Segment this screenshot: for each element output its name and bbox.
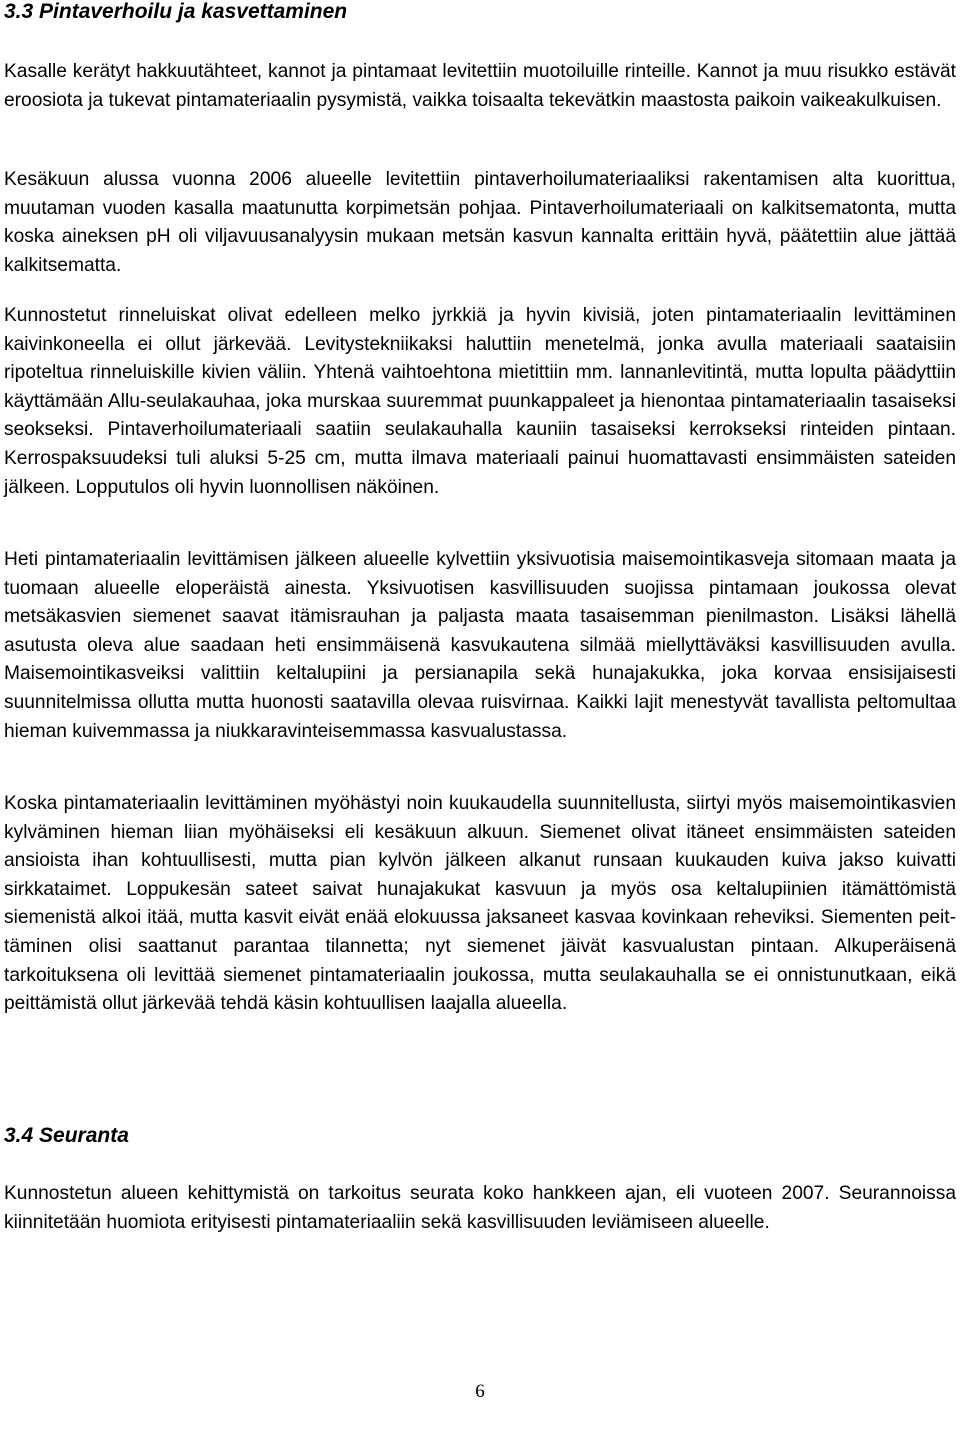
section-heading-3-4: 3.4 Seuranta [4, 1124, 129, 1147]
paragraph-seuranta: Kunnostetun alueen kehittymistä on tarkoitus seurata koko hankkeen ajan, eli vuoteen 2007. Seurannoissa kiinnitetään huomiota erityisesti pintamateriaaliin sekä kasvillisuuden leviämiseen alueelle. [4, 1183, 956, 1233]
paragraph-levitystekniikka: Kunnostetut rinneluiskat olivat edelleen melko jyrkkiä ja hyvin kivisiä, joten pintamateriaalin levittäminen kaivinkoneella ei ollut järkevää. Levitystekniikaksi haluttiin menetelmä, jonka avulla materiaali saataisiin ripoteltua rinneluiskille kivien väliin. Yhtenä vaihtoehtona mietittiin mm. lannanlevitintä, mutta lopulta päädyttiin käyttämään Allu-seulakauhaa, joka murskaa suuremmat puunkappaleet ja hienontaa pintamateriaalin tasaiseksi seokseksi. Pintaverhoilumateriaali saatiin seulakauhalla kauniin tasaiseksi kerrokseksi rinteiden pintaan. Kerrospaksuudeksi tuli aluksi 5-25 cm, mutta ilmava materiaali painui huomattavasti ensimmäisten sateiden jälkeen. Lopputulos oli hyvin luonnollisen näköinen. [4, 305, 956, 498]
paragraph-maisemointikasvit: Heti pintamateriaalin levittämisen jälkeen alueelle kylvettiin yksivuotisia maisemointikasveja sitomaan maata ja tuomaan alueelle eloperäistä ainesta. Yksivuotisen kasvillisuuden suojissa pintamaan joukossa olevat metsäkasvien siemenet saavat itämisrauhan ja paljasta maata tasaisemman pienilmaston. Lisäksi lähellä asutusta oleva alue saadaan heti ensimmäisenä kasvukautena silmää miellyttäväksi kasvillisuuden avulla. Maisemointikasveiksi valittiin keltalupiini ja persianapila sekä hunajakukka, joka korvaa ensisijaisesti suunnitelmissa ollutta mutta huonosti saatavilla olevaa ruisvirnaa. Kaikki lajit menestyvät tavallista peltomultaa hieman kuivemmassa ja niukkaravinteisemmassa kasvualustassa. [4, 549, 956, 742]
paragraph-pintaverhoilumateriaali: Kesäkuun alussa vuonna 2006 alueelle levitettiin pintaverhoilumateriaaliksi rakentamisen alta kuorittua, muutaman vuoden kasalla maatunutta korpimetsän pohjaa. Pintaverhoilumateriaali on kalkitsematonta, mutta koska aineksen pH oli viljavuusanalyysin mukaan metsän kasvun kannalta erittäin hyvä, päätettiin alue jättää kalkitsematta. [4, 169, 956, 276]
page-number: 6 [475, 1381, 485, 1402]
paragraph-hakkuutahteet: Kasalle kerätyt hakkuutähteet, kannot ja pintamaat levitettiin muotoiluille rinteille. Kannot ja muu risukko estävät eroosiota ja tukevat pintamateriaalin pysymistä, vaikka toisaalta tekevätkin maastosta paikoin vaikeakulkuisen. [4, 61, 956, 111]
section-heading-3-3: 3.3 Pintaverhoilu ja kasvettaminen [4, 0, 348, 23]
paragraph-kylvon-myohastyminen: Koska pintamateriaalin levittäminen myöhästyi noin kuukaudella suunnitellusta, siirtyi myös maisemointikasvien kylväminen hieman liian myöhäiseksi eli kesäkuun alkuun. Siemenet olivat itäneet ensimmäisten sateiden ansioista ihan kohtuullisesti, mutta pian kylvön jälkeen alkanut runsaan kuukauden kuiva jakso kuivatti sirkkataimet. Loppukesän sateet saivat hunajakukat kasvuun ja myös osa keltalupiinien itämättömistä siemenistä alkoi itää, mutta kasvit eivät enää elokuussa jaksaneet kasvaa kovinkaan reheviksi. Siementen peittäminen olisi saattanut parantaa tilannetta; nyt siemenet jäivät kasvualustan pintaan. Alkuperäisenä tarkoituksena oli levittää siemenet pintamateriaalin joukossa, mutta seulakauhalla se ei onnistunutkaan, eikä peittämistä ollut järkevää tehdä käsin kohtuullisen laajalla alueella. [4, 793, 956, 1015]
